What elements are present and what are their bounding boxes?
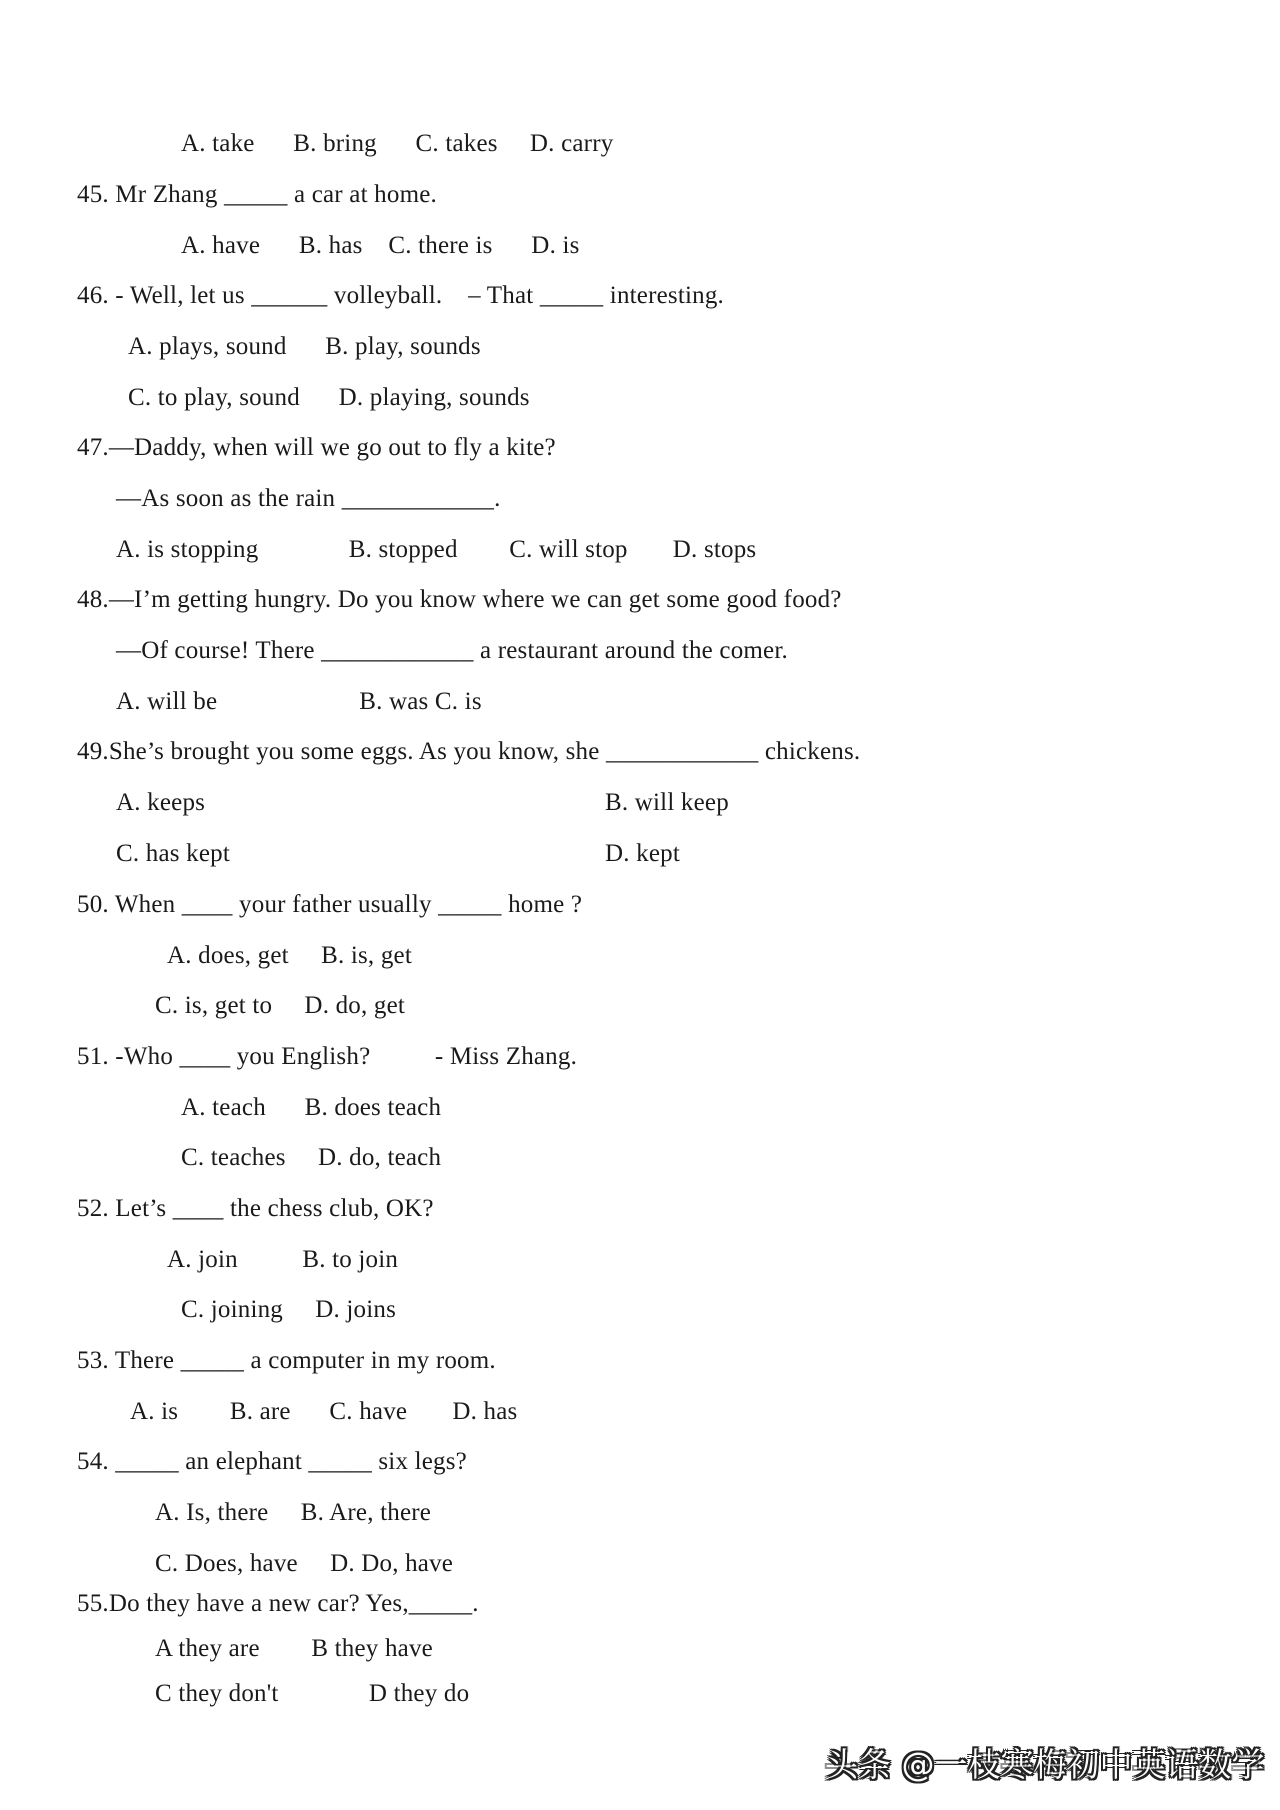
ln-4: A. plays, sound B. play, sounds (128, 333, 481, 360)
ln-17: 50. When ____ your father usually _____ home ? (77, 891, 583, 918)
ln-13: A. keeps (116, 789, 206, 816)
ln-8: A. is stopping B. stopped C. will stop D. stops (116, 536, 757, 563)
ln-32: A they are B they have (155, 1635, 433, 1662)
ln-27: A. is B. are C. have D. has (130, 1398, 518, 1425)
ln-23: 52. Let’s ____ the chess club, OK? (77, 1195, 434, 1222)
ln-20: 51. -Who ____ you English? - Miss Zhang. (77, 1043, 578, 1070)
ln-29: A. Is, there B. Are, there (155, 1499, 432, 1526)
ln-14: B. will keep (605, 789, 729, 816)
ln-11: A. will be B. was C. is (116, 688, 482, 715)
ln-7: —As soon as the rain ____________. (116, 485, 501, 512)
ln-15: C. has kept (116, 840, 230, 867)
ln-26: 53. There _____ a computer in my room. (77, 1347, 496, 1374)
ln-25: C. joining D. joins (181, 1296, 397, 1323)
ln-6: 47.—Daddy, when will we go out to fly a kite? (77, 434, 556, 461)
ln-2: A. have B. has C. there is D. is (181, 232, 580, 259)
ln-9: 48.—I’m getting hungry. Do you know where we can get some good food? (77, 586, 842, 613)
ln-12: 49.She’s brought you some eggs. As you know, she ____________ chickens. (77, 738, 861, 765)
ln-22: C. teaches D. do, teach (181, 1144, 442, 1171)
ln-0: A. take B. bring C. takes D. carry (181, 130, 614, 157)
ln-1: 45. Mr Zhang _____ a car at home. (77, 181, 437, 208)
ln-24: A. join B. to join (167, 1246, 399, 1273)
watermark: 头条 @一枝寒梅初中英语数学 (825, 1745, 1265, 1784)
ln-31: 55.Do they have a new car? Yes,_____. (77, 1590, 479, 1617)
ln-28: 54. _____ an elephant _____ six legs? (77, 1448, 467, 1475)
ln-30: C. Does, have D. Do, have (155, 1550, 454, 1577)
ln-19: C. is, get to D. do, get (155, 992, 406, 1019)
ln-21: A. teach B. does teach (181, 1094, 442, 1121)
ln-18: A. does, get B. is, get (167, 942, 412, 969)
ln-10: —Of course! There ____________ a restaurant around the comer. (116, 637, 788, 664)
ln-16: D. kept (605, 840, 680, 867)
ln-3: 46. - Well, let us ______ volleyball. – That _____ interesting. (77, 282, 724, 309)
ln-33: C they don't D they do (155, 1680, 470, 1707)
ln-5: C. to play, sound D. playing, sounds (128, 384, 530, 411)
